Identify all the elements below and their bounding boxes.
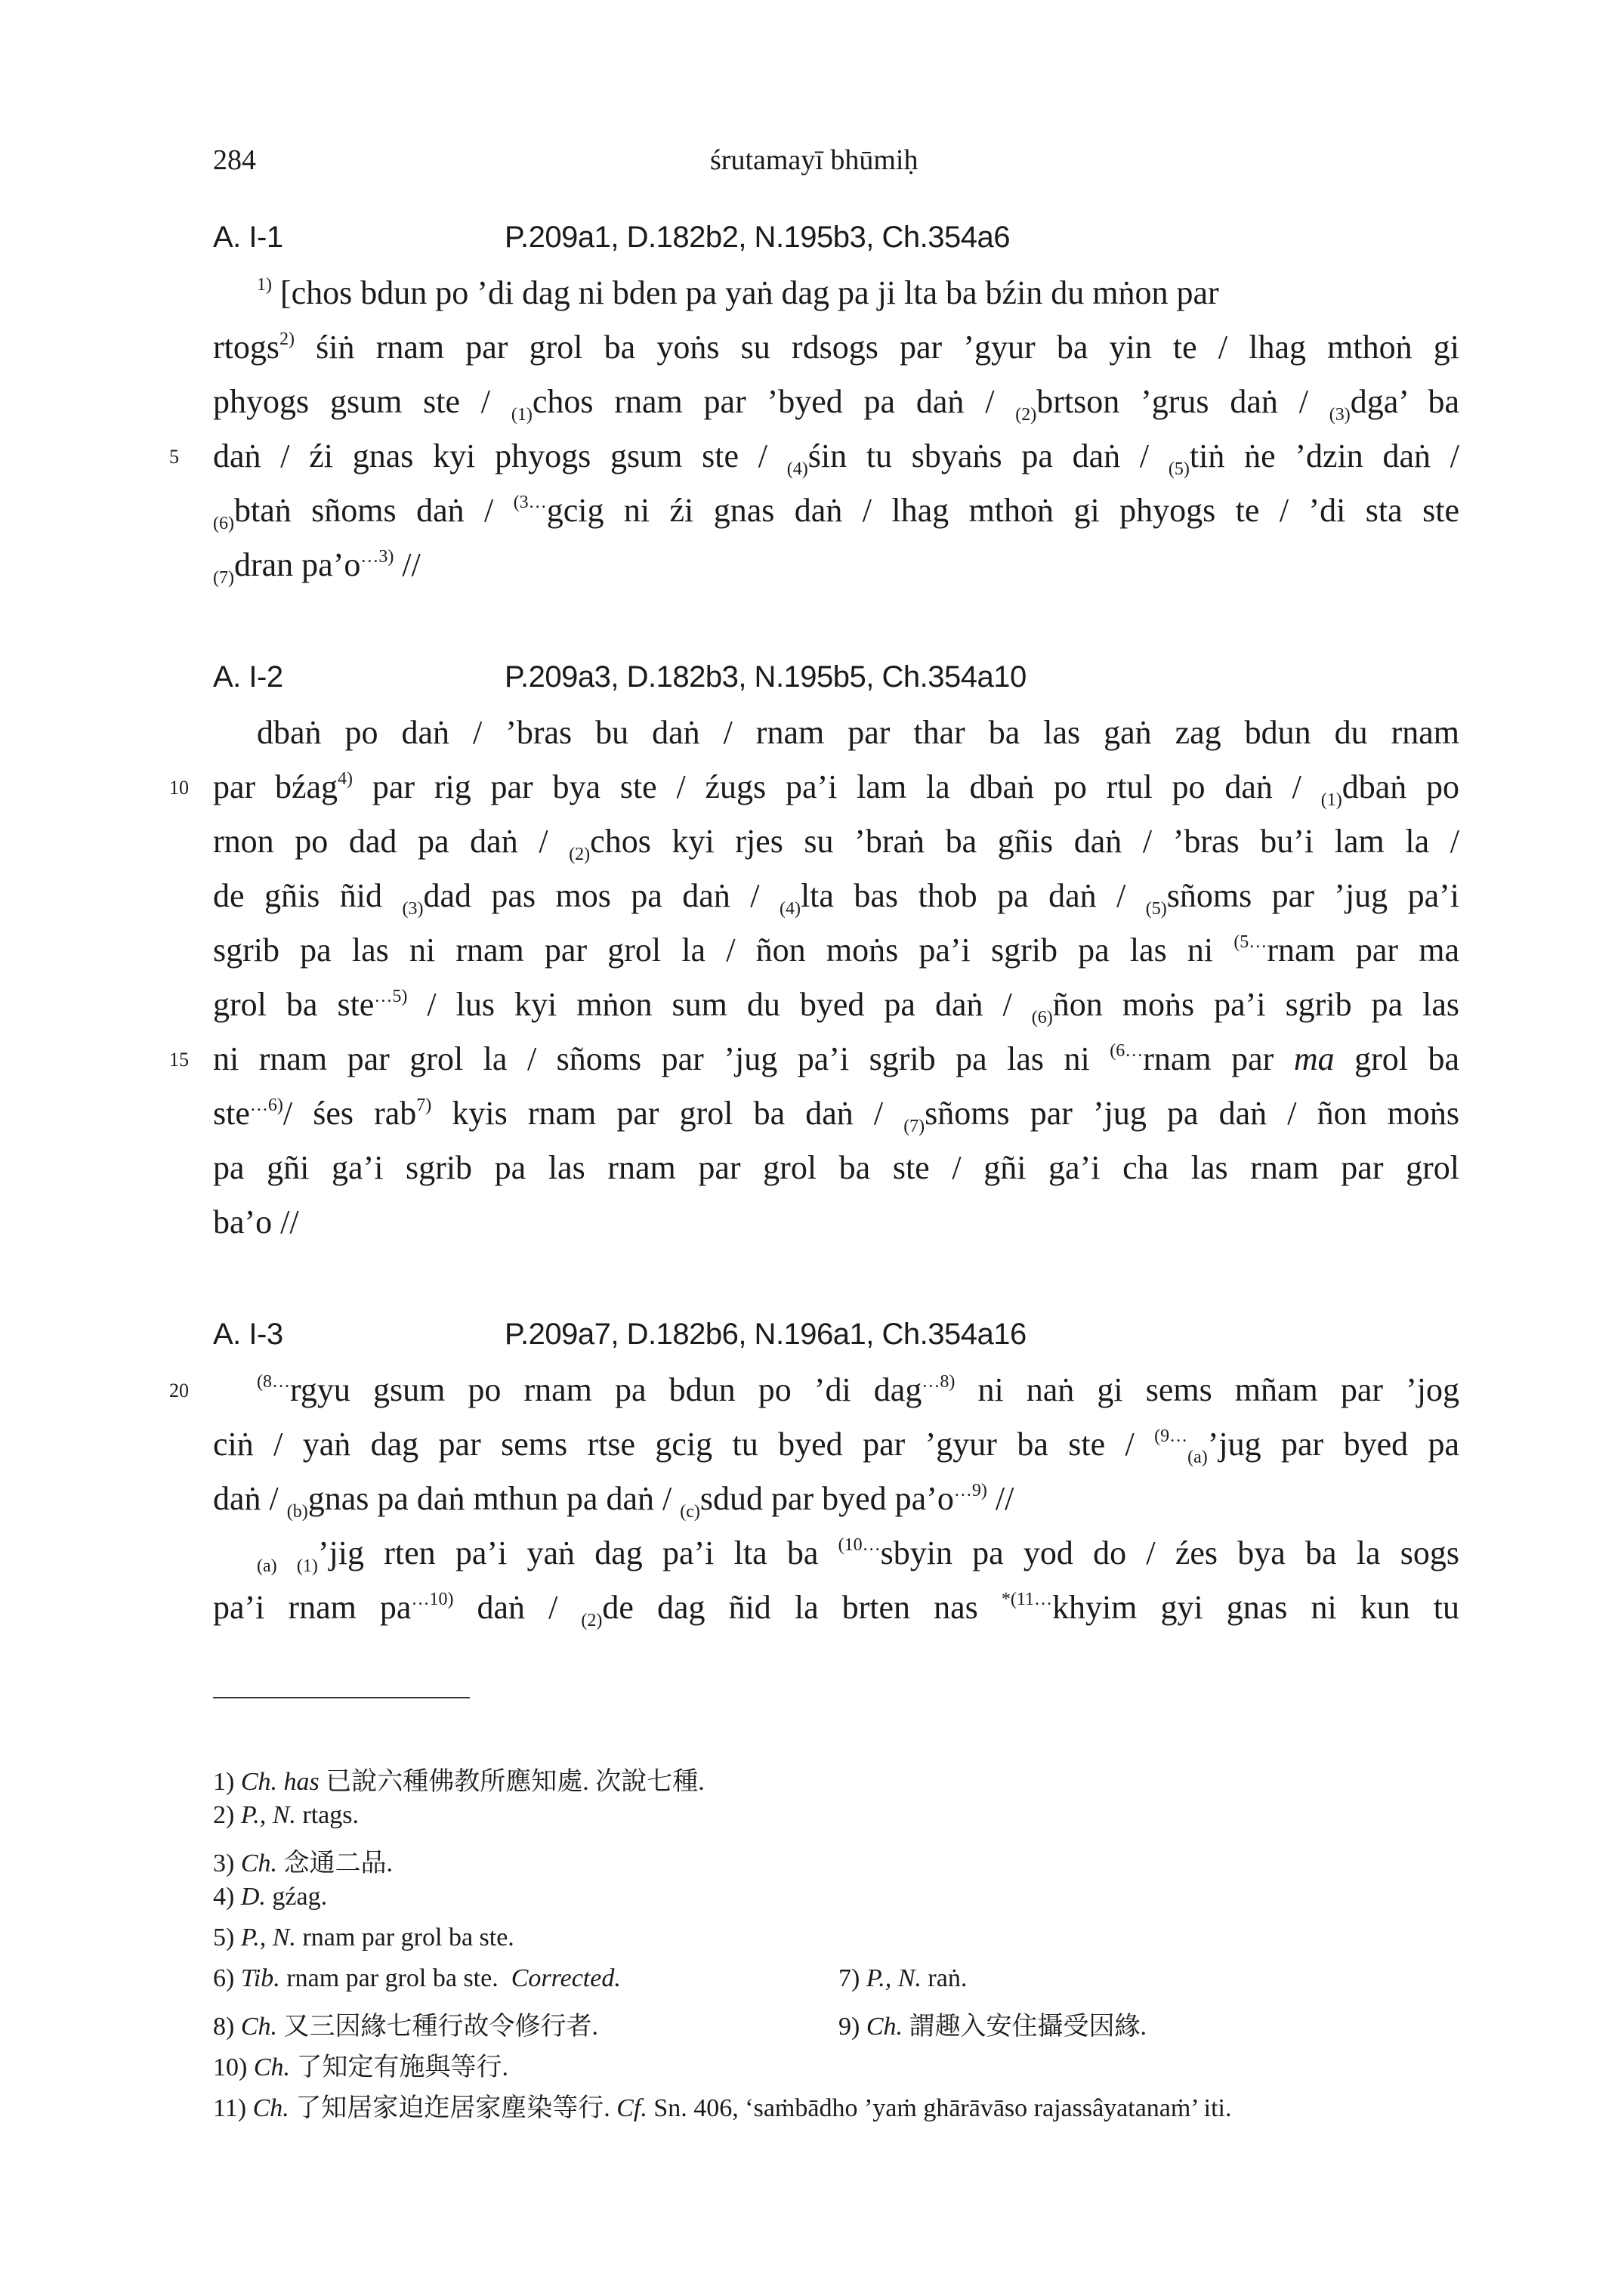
text-line: $^{1)}$ [chos bdun po ’di dag ni bden pa yaṅ dag pa ji lta ba bźin du mṅon par	[257, 274, 1219, 311]
text-line: grol ba ste$^{\dots 5)}$ / lus kyi mṅon sum du byed pa daṅ / $_{(6)}$ñon moṅs pa’i sgrib pa las	[213, 986, 1460, 1027]
text-line: $^{(8\dots}$rgyu gsum po rnam pa bdun po ’di dag$^{\dots 8)}$ ni naṅ gi sems mñam par ’jog	[257, 1371, 1460, 1408]
text-line: phyogs gsum ste / $_{(1)}$chos rnam par ’byed pa daṅ / $_{(2)}$brtson ’grus daṅ / $_{(3)}$dga’ ba	[213, 383, 1459, 425]
text-line: de gñis ñid $_{(3)}$dad pas mos pa daṅ / $_{(4)}$lta bas thob pa daṅ / $_{(5)}$sñoms par ’jug pa’i	[213, 877, 1460, 919]
text-line: rnon po dad pa daṅ / $_{(2)}$chos kyi rjes su ’braṅ ba gñis daṅ / ’bras bu’i lam la /	[213, 823, 1459, 864]
text-line: ni rnam par grol la / sñoms par ’jug pa’i sgrib pa las ni $^{(6\dots}$rnam par ma grol ba	[213, 1040, 1460, 1077]
line-number: 10	[169, 777, 189, 799]
text-line: ba’o //	[213, 1204, 299, 1241]
text-line: par bźag$^{4)}$ par rig par bya ste / źugs pa’i lam la dbaṅ po rtul po daṅ / $_{(1)}$dbaṅ po	[213, 768, 1460, 810]
text-line: $_{(6)}$btaṅ sñoms daṅ / $^{(3\dots}$gcig ni źi gnas daṅ / lhag mthoṅ gi phyogs te / ’di sta ste	[213, 492, 1459, 533]
text-line: ste$^{\dots 6)}$/ śes rab$^{7)}$ kyis rnam par grol ba daṅ / $_{(7)}$sñoms par ’jug pa daṅ / ñon moṅs	[213, 1095, 1460, 1136]
page-number: 284	[213, 144, 256, 176]
section-id: A. I-2	[213, 660, 283, 694]
footnote: 10) Ch. 了知定有施與等行.	[213, 2053, 509, 2081]
text-line: ciṅ / yaṅ dag par sems rtse gcig tu byed par ’gyur ba ste / $^{(9\dots}_{(a)}$’jug par byed pa	[213, 1426, 1460, 1467]
text-line: pa’i rnam $pa^{\dots 10)}$ daṅ / $_{(2)}$de dag ñid la brten nas $^{*(11\dots}$khyim gyi gnas ni kun tu	[213, 1589, 1460, 1630]
text-line: pa gñi ga’i sgrib pa las rnam par grol ba ste / gñi ga’i cha las rnam par grol	[213, 1149, 1459, 1186]
line-number: 5	[169, 446, 179, 468]
section-refs: P.209a1, D.182b2, N.195b3, Ch.354a6	[505, 221, 1010, 254]
footnote: 9) Ch. 謂趣入安住攝受因緣.	[838, 2013, 1147, 2041]
footnote-mark: 1)	[257, 275, 272, 295]
text-line: sgrib pa las ni rnam par grol la / ñon moṅs pa’i sgrib pa las ni $^{(5\dots}$rnam par ma	[213, 932, 1460, 969]
footnote: 4) D. gźag.	[213, 1883, 328, 1911]
footnote-rule	[213, 1697, 470, 1698]
text-line: $_{(a)}$ $_{(1)}$’jig rten pa’i yaṅ dag pa’i lta ba $^{(10\dots}$sbyin pa yod do / źes bya ba la sogs	[257, 1534, 1460, 1576]
text-line: dbaṅ po daṅ / ’bras bu daṅ / rnam par thar ba las gaṅ zag bdun du rnam	[257, 714, 1459, 751]
section-id: A. I-1	[213, 221, 283, 254]
section-refs: P.209a7, D.182b6, N.196a1, Ch.354a16	[505, 1318, 1027, 1351]
footnote: 3) Ch. 念通二品.	[213, 1849, 394, 1877]
text-line: rtogs$^{2)}$ śiṅ rnam par grol ba yoṅs su rdsogs par ’gyur ba yin te / lhag mthoṅ gi	[213, 329, 1459, 366]
footnote: 7) P., N. raṅ.	[838, 1964, 968, 1992]
footnote: 8) Ch. 又三因緣七種行故令修行者.	[213, 2013, 599, 2041]
running-title: śrutamayī bhūmiḥ	[710, 144, 919, 176]
line-number: 15	[169, 1049, 189, 1071]
line-number: 20	[169, 1380, 189, 1401]
footnote: 1) Ch. has 已說六種佛教所應知處. 次說七種.	[213, 1768, 705, 1796]
footnote: 5) P., N. rnam par grol ba ste.	[213, 1924, 514, 1951]
section-id: A. I-3	[213, 1318, 283, 1351]
text-line: daṅ / $_{(b)}$gnas pa daṅ mthun pa daṅ / $_{(c)}$sdud par byed $pa’o^{\dots 9)}$ //	[213, 1480, 1014, 1522]
section-refs: P.209a3, D.182b3, N.195b5, Ch.354a10	[505, 660, 1027, 694]
footnote: 2) P., N. rtags.	[213, 1801, 359, 1829]
footnote: 11) Ch. 了知居家迫迮居家塵染等行. Cf. Sn. 406, ‘saṁbādho ’yaṁ ghārāvāso rajassâyatanaṁ’ iti.	[213, 2094, 1232, 2122]
footnote: 6) Tib. rnam par grol ba ste. Corrected.	[213, 1964, 621, 1992]
text-line: daṅ / źi gnas kyi phyogs gsum ste / $_{(4)}$śin tu sbyaṅs pa daṅ / $_{(5)}$tiṅ ṅe ’dzin daṅ /	[213, 437, 1460, 479]
text-line: $_{(7)}$dran $pa’o^{\dots 3)}$ //	[213, 546, 421, 588]
footnote-mark: 2)	[279, 329, 295, 349]
